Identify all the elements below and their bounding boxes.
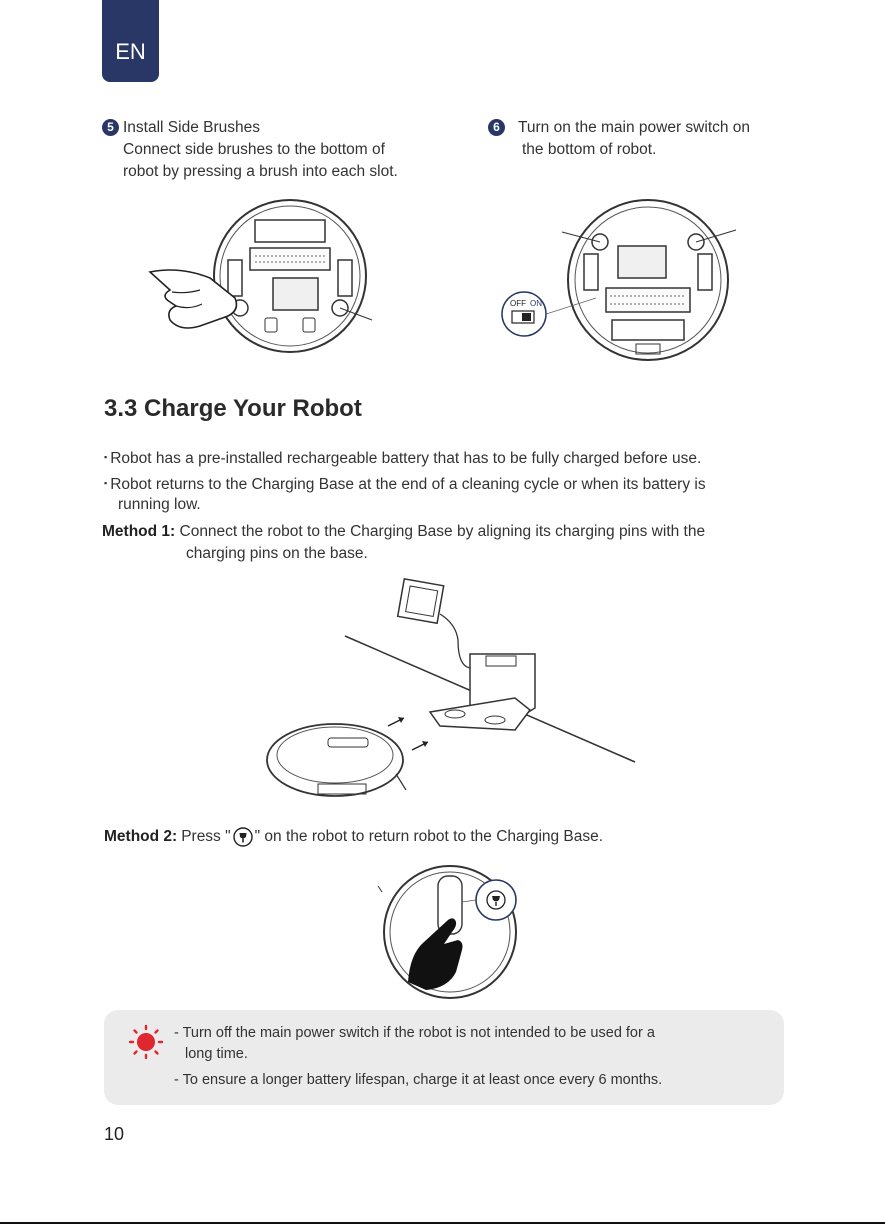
switch-off-label: OFF [510,299,526,308]
robot-bottom-side-brushes-illustration [140,198,380,358]
step-5 [102,117,452,183]
method-1-line: charging pins on the base. [186,545,368,562]
tip-item-continuation: long time. [185,1046,248,1062]
language-tab [102,0,159,82]
switch-on-label: ON [530,299,542,308]
bullet-item: ▪ Robot returns to the Charging Base at the end of a cleaning cycle or when its battery is [104,472,794,496]
step-number-badge: 5 [102,119,119,136]
step-line: the bottom of robot. [522,141,657,158]
step-title: Install Side Brushes [123,119,260,136]
bullet-item: ▪ Robot has a pre-installed rechargeable battery that has to be fully charged before use. [104,446,794,470]
robot-bottom-power-switch-illustration [500,198,740,366]
section-title: 3.3 Charge Your Robot [104,395,362,422]
page-number: 10 [104,1124,125,1144]
method-2-label: Method 2: [104,828,178,845]
step-line: robot by pressing a brush into each slot. [123,163,398,180]
step-number-badge: 6 [488,119,505,136]
method-1-label: Method 1: [102,523,176,540]
method-1 [102,521,792,543]
bottom-rule [0,1222,885,1224]
tip-item: - Turn off the main power switch if the robot is not intended to be used for a [174,1025,655,1041]
bullet-continuation: running low. [118,496,201,513]
tip-item: - To ensure a longer battery lifespan, charge it at least once every 6 months. [174,1072,663,1088]
language-label: EN [115,39,146,64]
tips-box [104,1010,784,1105]
charging-base-illustration [260,580,640,805]
tip-icon [128,1024,164,1060]
method-2-text-after: " on the robot to return robot to the Charging Base. [254,828,604,845]
step-6 [488,117,808,161]
method-2-text-before: Press " [181,828,231,845]
robot-home-button-illustration [378,862,538,1002]
step-line: Connect side brushes to the bottom of [123,141,385,158]
step-line: Turn on the main power switch on [518,119,751,136]
method-1-line: Connect the robot to the Charging Base by aligning its charging pins with the [179,523,706,540]
home-button-icon [233,827,253,847]
method-2 [104,826,794,848]
